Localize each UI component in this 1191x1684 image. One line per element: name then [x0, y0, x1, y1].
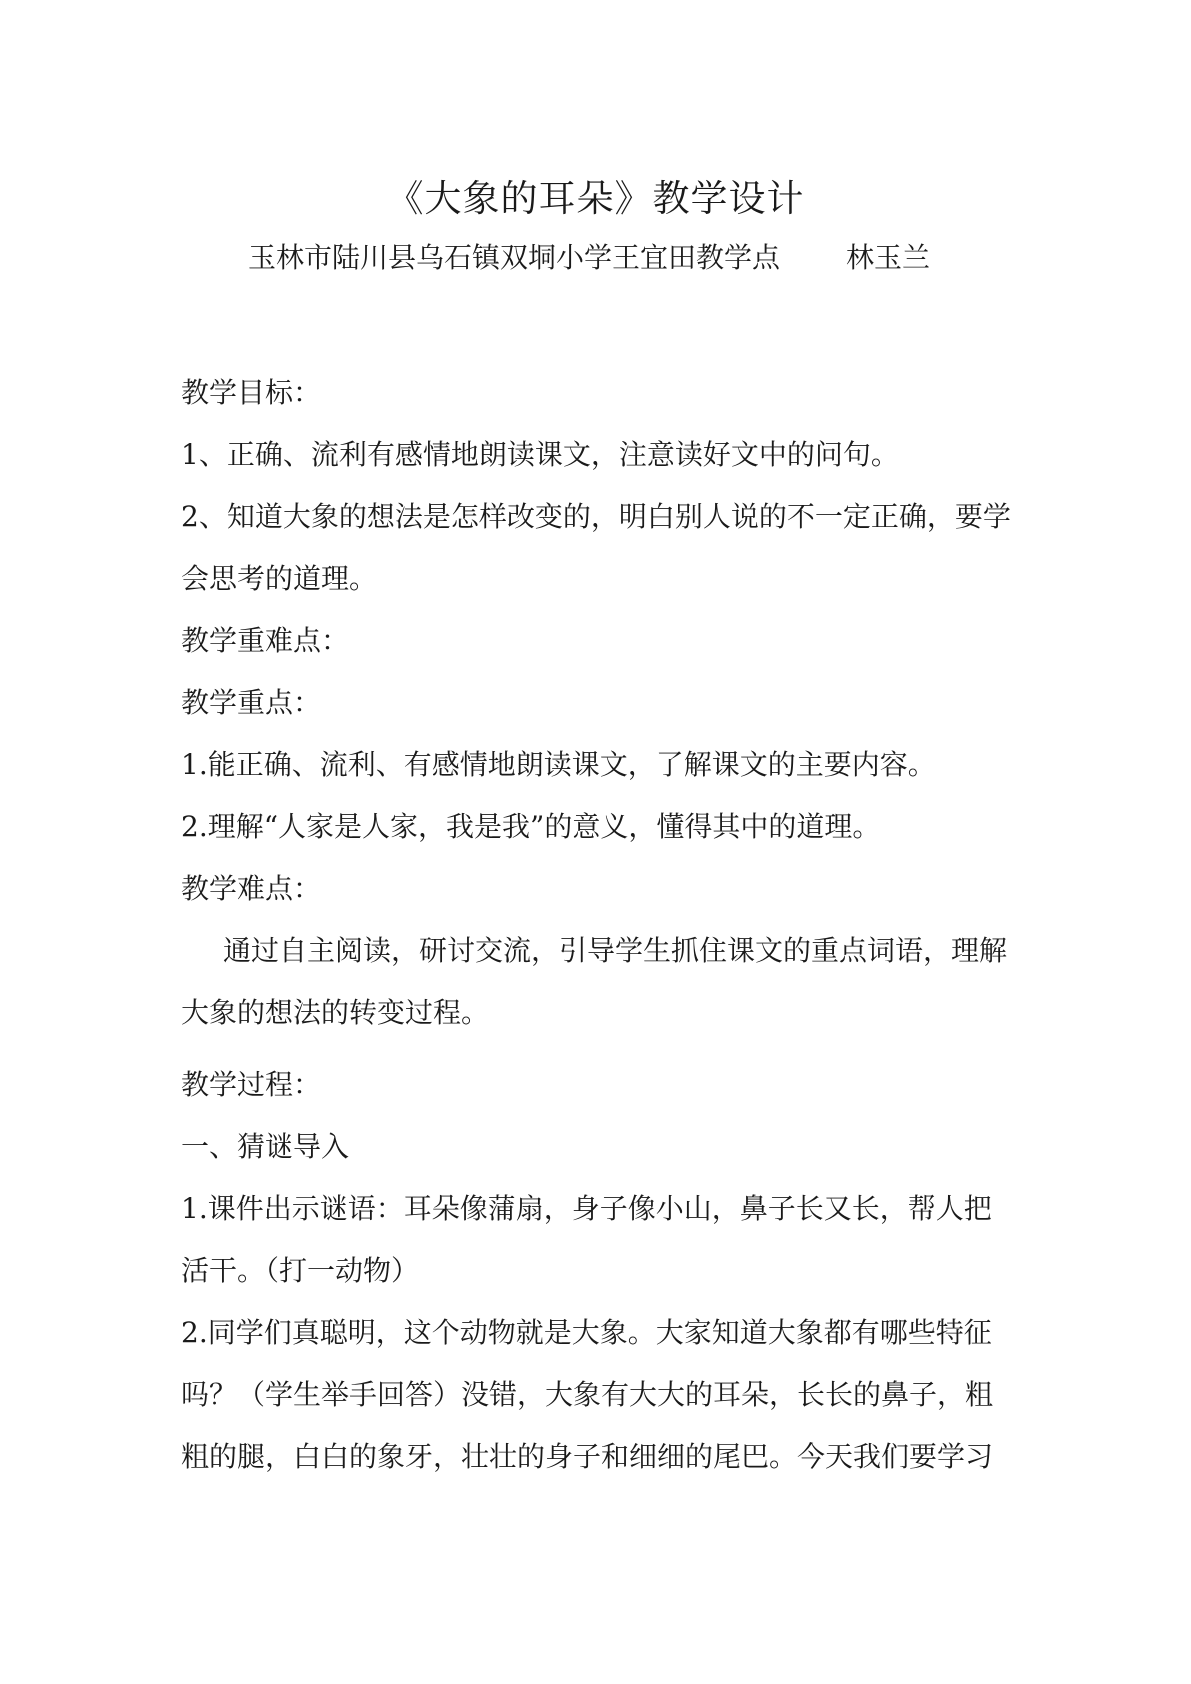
author-name: 林玉兰: [846, 241, 931, 274]
paragraph: 教学重难点：: [181, 624, 350, 657]
paragraph: 教学重点：: [181, 686, 322, 719]
paragraph: 教学目标：: [181, 376, 322, 409]
paragraph: 2.理解“人家是人家，我是我”的意义，懂得其中的道理。: [181, 810, 881, 843]
paragraph: 1、正确、流利有感情地朗读课文，注意读好文中的问句。: [181, 438, 899, 471]
byline: [248, 236, 930, 276]
school-name: 玉林市陆川县乌石镇双垌小学王宜田教学点: [248, 241, 781, 274]
document-title: 《大象的耳朵》教学设计: [386, 177, 805, 220]
paragraph: 2、知道大象的想法是怎样改变的，明白别人说的不一定正确，要学会思考的道理。: [181, 500, 1011, 595]
paragraph: 一、猜谜导入: [181, 1130, 350, 1163]
paragraph: 教学难点：: [181, 872, 322, 905]
paragraph: 2.同学们真聪明，这个动物就是大象。大家知道大象都有哪些特征吗？（学生举手回答）没错，大象有大大的耳朵，长长的鼻子，粗粗的腿，白白的象牙，壮壮的身子和细细的尾巴。今天我们要学习: [181, 1316, 994, 1473]
paragraph: 教学过程：: [181, 1068, 322, 1101]
paragraph: 1.课件出示谜语：耳朵像蒲扇，身子像小山，鼻子长又长，帮人把活干。（打一动物）: [181, 1192, 992, 1287]
document-body: [181, 362, 1016, 1488]
paragraph: 通过自主阅读，研讨交流，引导学生抓住课文的重点词语，理解大象的想法的转变过程。: [181, 934, 1008, 1029]
paragraph: 1.能正确、流利、有感情地朗读课文，了解课文的主要内容。: [181, 748, 936, 781]
